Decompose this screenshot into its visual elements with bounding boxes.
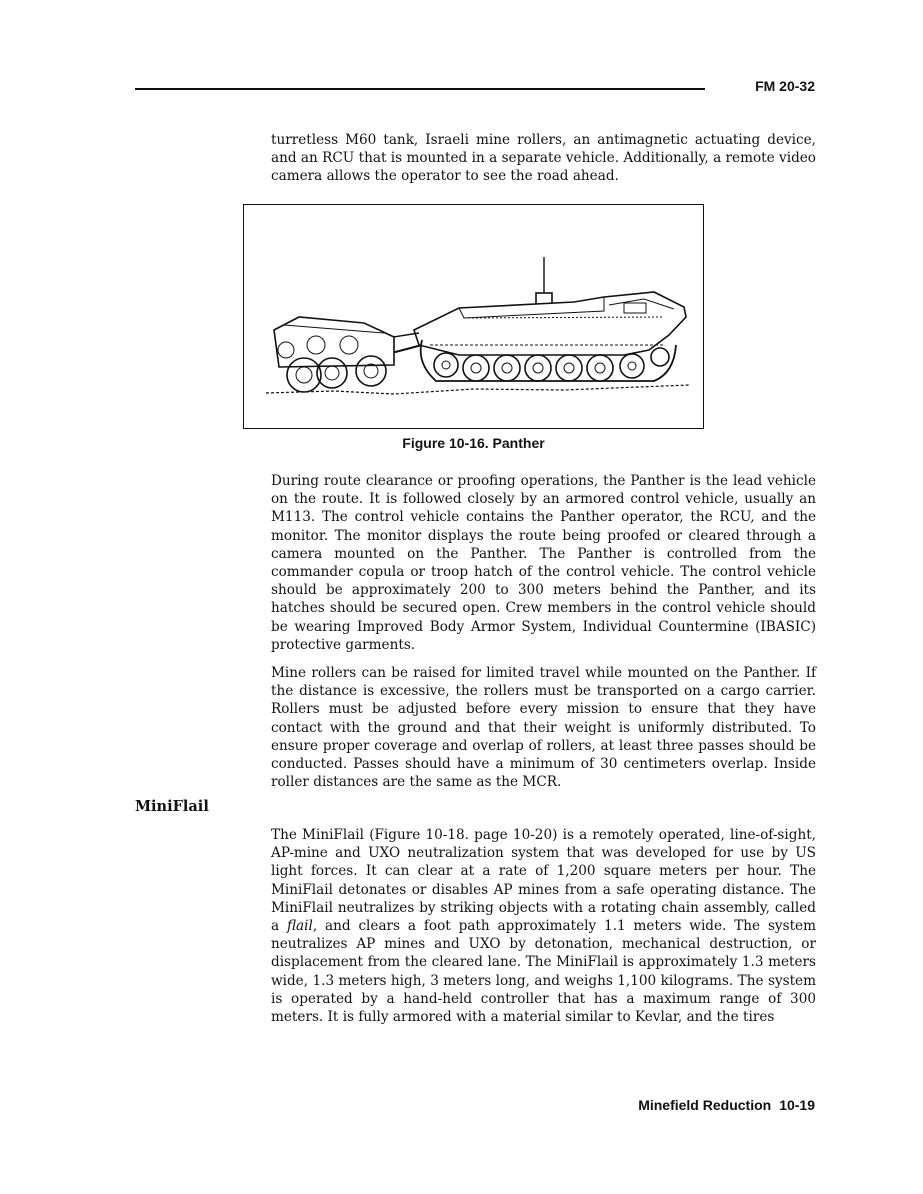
header-rule — [135, 88, 705, 90]
route-paragraph — [271, 472, 816, 654]
figure-caption: Figure 10-16. Panther — [402, 435, 545, 451]
miniflail-text-start: The MiniFlail (Figure 10-18. page 10-20) is a remotely operated, line-of-sight, AP-mine and UXO neutralization system that was developed for use by US light forces. It can clear at a rate of 1,200 square meters per hour. The MiniFlail detonates or disables AP mines from a safe operating distance. The MiniFlail neutralizes by striking objects with a rotating chain assembly, called a — [271, 827, 816, 935]
footer-section-title: Minefield Reduction — [638, 1097, 772, 1113]
miniflail-text-end: , and clears a foot path approximately 1.1 meters wide. The system neutralizes AP mines and UXO by detonation, mechanical destruction, or displacement from the cleared lane. The MiniFlail is approximately 1.3 meters wide, 1.3 meters high, 3 meters long, and weighs 1,100 kilograms. The system is operated by a hand-held controller that has a maximum range of 300 meters. It is fully armored with a material similar to Kevlar, and the tires — [271, 918, 816, 1026]
rollers-text: Mine rollers can be raised for limited travel while mounted on the Panther. If the distance is excessive, the rollers must be transported on a cargo carrier. Rollers must be adjusted before every mission to ensure that they have contact with the ground and that their weight is uniformly distributed. To ensure proper coverage and overlap of rollers, at least three passes should be conducted. Passes should have a minimum of 30 centimeters overlap. Inside roller distances are the same as the MCR. — [271, 665, 816, 791]
route-text: During route clearance or proofing operations, the Panther is the lead vehicle on the route. It is followed closely by an armored control vehicle, usually an M113. The control vehicle contains the Panther operator, the RCU, and the monitor. The monitor displays the route being proofed or cleared through a camera mounted on the Panther. The Panther is controlled from the commander copula or troop hatch of the control vehicle. The control vehicle should be approximately 200 to 300 meters behind the Panther, and its hatches should be secured open. Crew members in the control vehicle should be wearing Improved Body Armor System, Individual Countermine (IBASIC) protective garments. — [271, 473, 816, 653]
miniflail-text — [271, 826, 816, 1026]
intro-text: turretless M60 tank, Israeli mine rollers, an antimagnetic actuating device, and an RCU that is mounted in a separate vehicle. Additionally, a remote video camera allows the operator to see the road ahead. — [271, 132, 816, 185]
figure-panther — [243, 204, 704, 429]
section-heading: MiniFlail — [135, 798, 209, 815]
panther-illustration — [244, 205, 702, 427]
manual-code: FM 20-32 — [755, 78, 815, 94]
intro-paragraph — [271, 131, 816, 186]
flail-term: flail — [286, 918, 313, 935]
miniflail-paragraph — [271, 826, 816, 1026]
page-footer — [638, 1097, 815, 1113]
rollers-paragraph — [271, 664, 816, 791]
page-number: 10-19 — [779, 1097, 815, 1113]
